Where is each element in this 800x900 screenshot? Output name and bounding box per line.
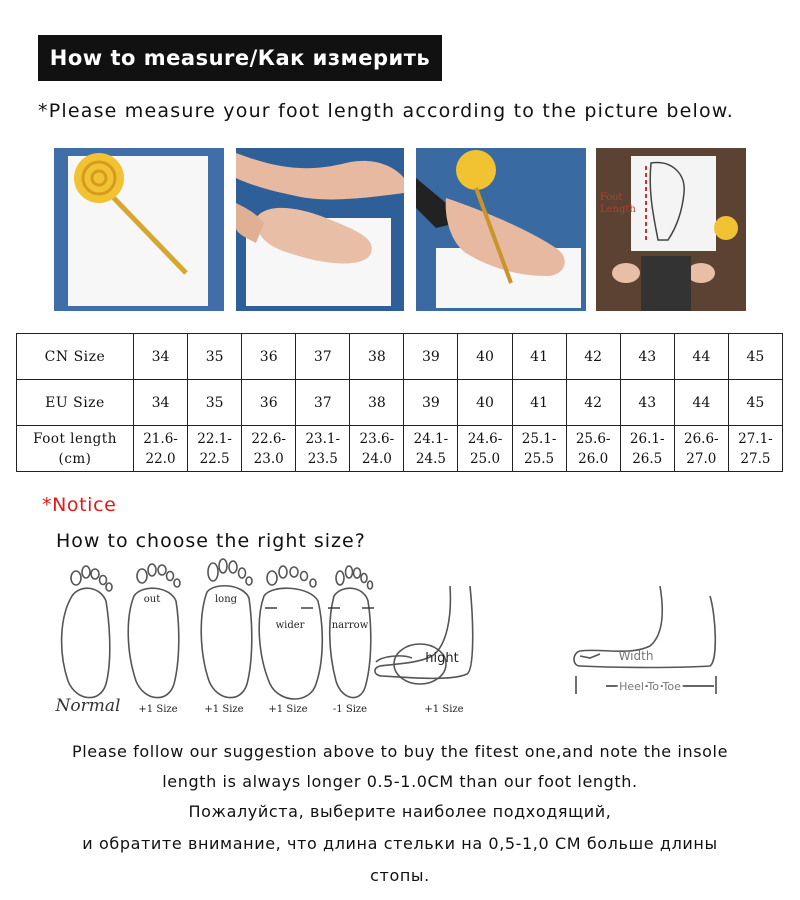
table-row-cn-size xyxy=(17,334,783,380)
page-title-banner: How to measure/Как измерить xyxy=(38,35,442,81)
table-cell: 36 xyxy=(242,380,296,426)
photo-foot-on-paper xyxy=(236,148,404,311)
range-start: 26.6- xyxy=(684,430,719,447)
table-cell: 38 xyxy=(350,334,404,380)
table-cell xyxy=(350,426,404,472)
range-start: 21.6- xyxy=(143,430,178,447)
range-start: 22.6- xyxy=(251,430,286,447)
table-cell: 39 xyxy=(404,380,458,426)
table-cell: 42 xyxy=(566,380,620,426)
table-cell: 44 xyxy=(674,334,728,380)
range-end: 23.5 xyxy=(307,450,338,467)
range-start: 25.1- xyxy=(521,430,557,447)
label-wider: wider xyxy=(275,620,305,631)
photo-tracing-foot xyxy=(416,148,586,311)
label-heel-to-toe: Heel To Toe xyxy=(619,680,681,693)
foot-normal-icon xyxy=(62,566,112,698)
range-end: 26.5 xyxy=(632,450,663,467)
table-cell: 37 xyxy=(296,380,350,426)
measure-instruction: *Please measure your foot length according to the picture below. xyxy=(38,100,735,122)
label-normal: Normal xyxy=(55,696,121,716)
range-end: 23.0 xyxy=(253,450,284,467)
range-end: 25.5 xyxy=(524,450,555,467)
row-label xyxy=(17,426,134,472)
photo-paper-and-pen xyxy=(54,148,224,311)
table-cell: 40 xyxy=(458,334,512,380)
table-cell xyxy=(242,426,296,472)
table-cell xyxy=(404,426,458,472)
table-cell: 45 xyxy=(728,334,782,380)
size-hint: +1 Size xyxy=(268,704,308,715)
table-cell: 40 xyxy=(458,380,512,426)
table-cell: 38 xyxy=(350,380,404,426)
label-out: out xyxy=(143,594,161,605)
table-row-foot-length xyxy=(17,426,783,472)
row-label: CN Size xyxy=(17,334,134,380)
table-cell xyxy=(296,426,350,472)
range-start: 24.1- xyxy=(413,430,449,447)
table-cell: 41 xyxy=(512,334,566,380)
range-start: 26.1- xyxy=(629,430,665,447)
table-cell xyxy=(620,426,674,472)
table-cell: 35 xyxy=(188,380,242,426)
table-cell xyxy=(458,426,512,472)
range-end: 24.0 xyxy=(361,450,392,467)
row-label-line1: Foot length xyxy=(33,430,117,447)
range-end: 24.5 xyxy=(415,450,446,467)
row-label-line2: (cm) xyxy=(58,450,92,467)
choose-size-heading: How to choose the right size? xyxy=(56,530,366,552)
table-cell: 34 xyxy=(134,380,188,426)
foot-long-icon xyxy=(201,559,252,698)
label-width: Width xyxy=(618,649,654,663)
size-hint: +1 Size xyxy=(204,704,244,715)
suggestion-line-1: Please follow our suggestion above to buy the fitest one,and note the insole xyxy=(71,742,729,761)
foot-wider-icon xyxy=(259,566,322,699)
table-cell xyxy=(674,426,728,472)
foot-shape-diagram xyxy=(50,556,750,726)
range-start: 22.1- xyxy=(197,430,232,447)
range-end: 27.5 xyxy=(740,450,771,467)
table-cell xyxy=(512,426,566,472)
table-cell xyxy=(728,426,782,472)
photo-foot-length-drawing xyxy=(596,148,746,311)
table-cell: 45 xyxy=(728,380,782,426)
suggestion-line-2: length is always longer 0.5-1.0CM than our foot length. xyxy=(162,772,638,791)
table-cell: 35 xyxy=(188,334,242,380)
table-cell: 43 xyxy=(620,380,674,426)
foot-narrow-icon xyxy=(330,566,373,698)
table-cell: 43 xyxy=(620,334,674,380)
table-cell: 42 xyxy=(566,334,620,380)
table-cell: 44 xyxy=(674,380,728,426)
range-start: 24.6- xyxy=(467,430,503,447)
size-hint: +1 Size xyxy=(138,704,178,715)
size-chart-table xyxy=(16,333,783,472)
table-cell: 41 xyxy=(512,380,566,426)
range-start: 25.6- xyxy=(575,430,611,447)
suggestion-line-5: стопы. xyxy=(370,866,430,885)
size-hint: +1 Size xyxy=(424,704,464,715)
table-cell xyxy=(134,426,188,472)
range-start: 23.6- xyxy=(359,430,395,447)
range-start: 27.1- xyxy=(738,430,773,447)
label-long: long xyxy=(214,594,238,605)
row-label: EU Size xyxy=(17,380,134,426)
table-cell: 37 xyxy=(296,334,350,380)
table-cell xyxy=(188,426,242,472)
suggestion-line-3: Пожалуйста, выберите наиболее подходящий, xyxy=(188,802,612,821)
size-hint: -1 Size xyxy=(332,704,368,715)
label-hight: hight xyxy=(425,651,459,666)
range-end: 26.0 xyxy=(578,450,609,467)
foot-out-icon xyxy=(128,564,180,698)
table-cell xyxy=(566,426,620,472)
foot-high-instep-icon xyxy=(375,586,473,684)
table-cell: 34 xyxy=(134,334,188,380)
table-row-eu-size xyxy=(17,380,783,426)
table-cell: 39 xyxy=(404,334,458,380)
notice-title: *Notice xyxy=(42,494,117,516)
suggestion-line-4: и обратите внимание, что длина стельки на 0,5-1,0 СМ больше длины xyxy=(82,834,718,853)
range-end: 25.0 xyxy=(469,450,501,467)
range-end: 22.5 xyxy=(199,450,230,467)
label-narrow: narrow xyxy=(331,620,369,631)
range-end: 22.0 xyxy=(145,450,176,467)
table-cell: 36 xyxy=(242,334,296,380)
range-start: 23.1- xyxy=(305,430,341,447)
range-end: 27.0 xyxy=(686,450,717,467)
foot-length-label: Foot Length xyxy=(600,192,636,215)
